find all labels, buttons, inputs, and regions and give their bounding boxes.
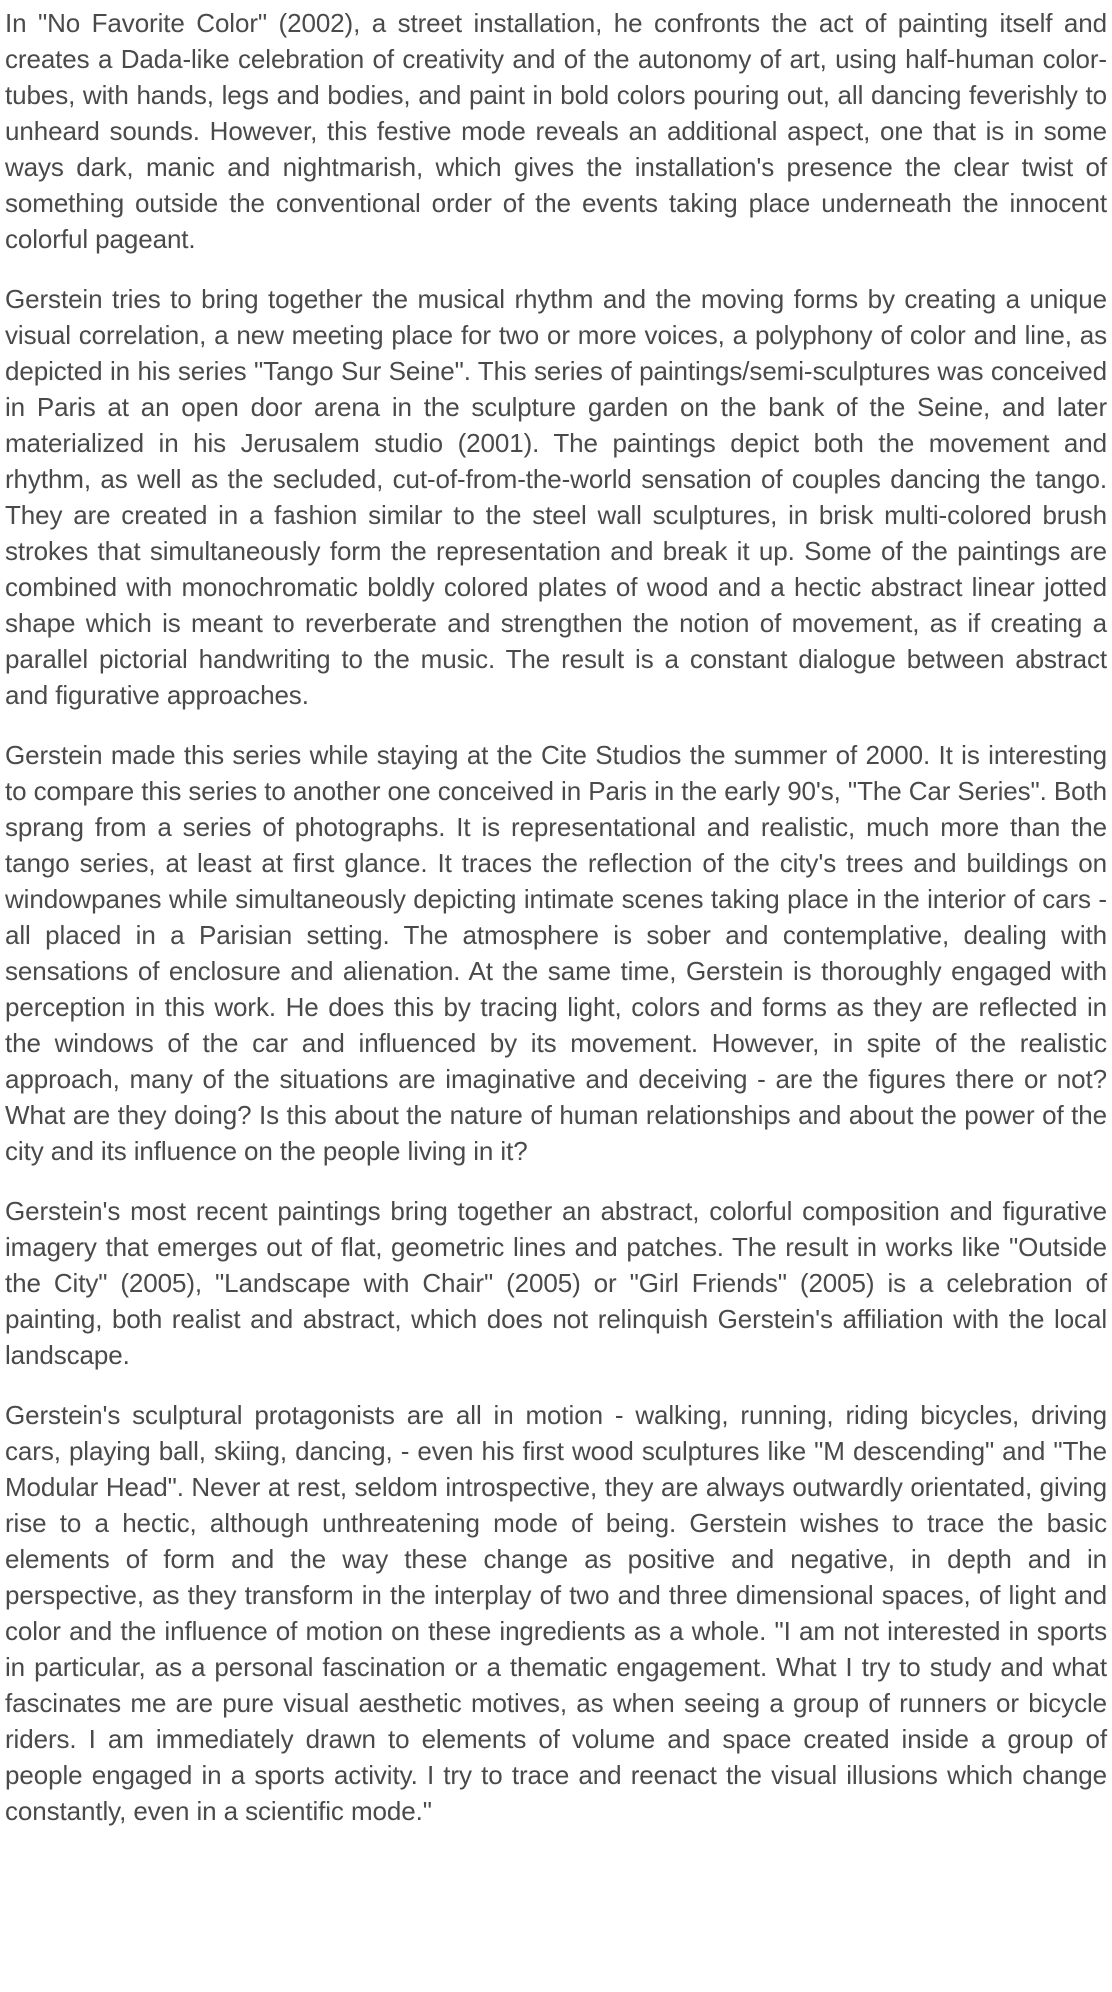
paragraph-car-series: Gerstein made this series while staying at the Cite Studios the summer of 2000. It is interesting to compare this series to another one conceived in Paris in the early 90's, "The Car Series". Both sprang from a series of photographs. It is representational and realistic, much more than the tango series, at least at first glance. It traces the reflection of the city's trees and buildings on windowpanes while simultaneously depicting intimate scenes taking place in the interior of cars - all placed in a Parisian setting. The atmosphere is sober and contemplative, dealing with sensations of enclosure and alienation. At the same time, Gerstein is thoroughly engaged with perception in this work. He does this by tracing light, colors and forms as they are reflected in the windows of the car and influenced by its movement. However, in spite of the realistic approach, many of the situations are imaginative and deceiving - are the figures there or not? What are they doing? Is this about the nature of human relationships and about the power of the city and its influence on the people living in it?: [5, 740, 1107, 1166]
paragraph-recent-paintings: Gerstein's most recent paintings bring together an abstract, colorful composition and figurative imagery that emerges out of flat, geometric lines and patches. The result in works like "Outside the City" (2005), "Landscape with Chair" (2005) or "Girl Friends" (2005) is a celebration of painting, both realist and abstract, which does not relinquish Gerstein's affiliation with the local landscape.: [5, 1196, 1107, 1370]
paragraph-tango-sur-seine: Gerstein tries to bring together the musical rhythm and the moving forms by creating a unique visual correlation, a new meeting place for two or more voices, a polyphony of color and line, as depicted in his series "Tango Sur Seine". This series of paintings/semi-sculptures was conceived in Paris at an open door arena in the sculpture garden on the bank of the Seine, and later materialized in his Jerusalem studio (2001). The paintings depict both the movement and rhythm, as well as the secluded, cut-of-from-the-world sensation of couples dancing the tango. They are created in a fashion similar to the steel wall sculptures, in brisk multi-colored brush strokes that simultaneously form the representation and break it up. Some of the paintings are combined with monochromatic boldly colored plates of wood and a hectic abstract linear jotted shape which is meant to reverberate and strengthen the notion of movement, as if creating a parallel pictorial handwriting to the music. The result is a constant dialogue between abstract and figurative approaches.: [5, 284, 1107, 710]
paragraph-sculptural-protagonists: Gerstein's sculptural protagonists are all in motion - walking, running, riding bicycles, driving cars, playing ball, skiing, dancing, - even his first wood sculptures like "M descending" and "The Modular Head". Never at rest, seldom introspective, they are always outwardly orientated, giving rise to a hectic, although unthreatening mode of being. Gerstein wishes to trace the basic elements of form and the way these change as positive and negative, in depth and in perspective, as they transform in the interplay of two and three dimensional spaces, of light and color and the influence of motion on these ingredients as a whole. "I am not interested in sports in particular, as a personal fascination or a thematic engagement. What I try to study and what fascinates me are pure visual aesthetic motives, as when seeing a group of runners or bicycle riders. I am immediately drawn to elements of volume and space created inside a group of people engaged in a sports activity. I try to trace and reenact the visual illusions which change constantly, even in a scientific mode.": [5, 1400, 1107, 1826]
article-body: [5, 5, 1107, 1829]
paragraph-no-favorite-color: In "No Favorite Color" (2002), a street installation, he confronts the act of painting itself and creates a Dada-like celebration of creativity and of the autonomy of art, using half-human color-tubes, with hands, legs and bodies, and paint in bold colors pouring out, all dancing feverishly to unheard sounds. However, this festive mode reveals an additional aspect, one that is in some ways dark, manic and nightmarish, which gives the installation's presence the clear twist of something outside the conventional order of the events taking place underneath the innocent colorful pageant.: [5, 8, 1107, 254]
